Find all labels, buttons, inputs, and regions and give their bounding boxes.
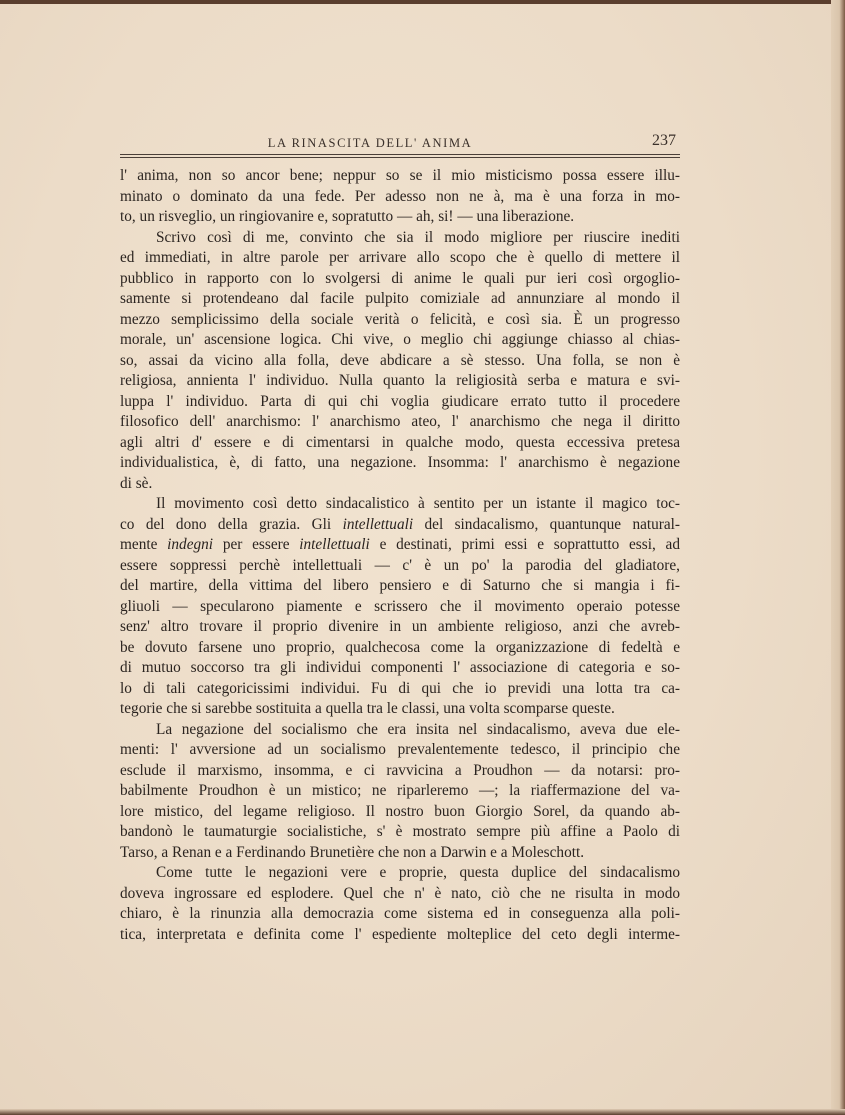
text-line: tica, interpretata e definita come l' espediente molteplice del ceto degli interme-: [120, 925, 680, 943]
text-segment: e destinati, primi essi e soprattutto essi, ad: [369, 536, 680, 553]
text-line: luppa l' individuo. Parta di qui chi voglia giudicare errato tutto il procedere: [120, 392, 680, 410]
text-line: [120, 699, 680, 720]
text-line: ed immediati, in altre parole per arrivare allo scopo che è quello di mettere il: [120, 249, 680, 266]
header-rule-bottom: [120, 157, 680, 158]
text-segment: tegorie che si sarebbe sostituita a quella tra le classi, una volta scomparse queste.: [120, 700, 615, 717]
text-line: Tarso, a Renan e a Ferdinando Brunetière che non a Darwin e a Moleschott.: [120, 843, 585, 861]
text-line: mezzo semplicissimo della sociale verità o felicità, e così sia. È un progresso: [120, 310, 680, 328]
text-line: l' anima, non so ancor bene; neppur so se il mio misticismo possa essere illu-: [120, 167, 680, 184]
text-line: religiosa, annienta l' individuo. Nulla quanto la religiosità serba e matura e svi-: [120, 372, 680, 389]
text-line: La negazione del socialismo che era insita nel sindacalismo, aveva due ele-: [156, 720, 680, 738]
text-line: lore mistico, del legame religioso. Il nostro buon Giorgio Sorel, da quando ab-: [120, 802, 680, 820]
text-line: [120, 617, 680, 638]
text-segment: Il movimento così detto sindacalistico à sentito per un istante il magico toc-: [156, 495, 680, 512]
text-line: Come tutte le negazioni vere e proprie, questa duplice del sindacalismo: [156, 864, 680, 881]
text-line: [120, 576, 680, 597]
running-title: LA RINASCITA DELL' ANIMA: [267, 136, 473, 150]
text-segment: di mutuo soccorso tra gli individui componenti l' associazione di categoria e so-: [120, 659, 680, 676]
text-segment: per essere: [213, 536, 300, 553]
text-segment: del sindacalismo, quantunque natural-: [413, 515, 680, 533]
text-line: agli altri d' essere e di cimentarsi in qualche modo, questa eccessiva pretesa: [120, 433, 680, 451]
text-line: [120, 494, 680, 515]
paragraph-negazione: [120, 720, 680, 946]
text-segment: senz' altro trovare il proprio divenire in un ambiente religioso, anzi che avreb-: [120, 618, 680, 635]
text-line: [120, 638, 680, 659]
page-bottom-edge: [0, 1109, 845, 1115]
page-right-edge: [831, 0, 845, 1115]
text-line: [120, 535, 680, 556]
text-line: to, un risveglio, un ringiovanire e, sopratutto — ah, si! — una liberazione.: [120, 208, 575, 225]
text-line: menti: l' avversione ad un socialismo prevalentemente tedesco, il principio che: [120, 741, 680, 758]
text-segment: essere soppressi perchè intellettuali — c' è un po' la parodia del gladiatore,: [120, 556, 680, 574]
text-line: doveva ingrossare ed esplodere. Quel che n' è nato, ciò che ne risulta in modo: [120, 884, 680, 902]
text-segment: be dovuto farsene uno proprio, qualchecosa come la organizzazione di fedeltà e: [120, 638, 680, 656]
text-line: individualistica, è, di fatto, una negazione. Insomma: l' anarchismo è negazione: [120, 454, 680, 471]
text-line: pubblico in rapporto con lo svolgersi di anime le quali pur ieri così orgoglio-: [120, 269, 680, 287]
text-line: babilmente Proudhon è un mistico; ne riparleremo —; la riaffermazione del va-: [120, 782, 680, 799]
text-line: filosofico dell' anarchismo: l' anarchismo ateo, l' anarchismo che nega il diritto: [120, 413, 680, 430]
italic-term: indegni: [167, 536, 214, 553]
text-line: samente si protendeano dal facile pulpito comiziale ad annunziare al mondo il: [120, 290, 680, 307]
text-line: chiaro, è la rinunzia alla democrazia come sistema ed in conseguenza alla poli-: [120, 905, 680, 922]
text-line: [120, 679, 680, 700]
italic-term: intellettuali: [299, 536, 370, 553]
text-line: [120, 556, 680, 577]
text-line: di sè.: [120, 474, 153, 492]
page-number: 237: [652, 132, 676, 149]
text-line: minato o dominato da una fede. Per adesso non ne à, ma è una forza in mo-: [120, 187, 680, 205]
text-line: Scrivo così di me, convinto che sia il modo migliore per riuscire inediti: [156, 228, 680, 246]
text-line: [120, 658, 680, 679]
body-text: [120, 166, 680, 945]
paragraph-sindacalismo: [120, 494, 680, 720]
italic-term: intellettuali: [342, 515, 414, 533]
paragraph-1-continued: [120, 166, 680, 494]
page-top-edge: [0, 0, 845, 4]
text-segment: gliuoli — specularono piamente e scrissero che il movimento operaio potesse: [120, 597, 680, 615]
text-segment: lo di tali categoricissimi individui. Fu di qui che io previdi una lotta tra ca-: [120, 679, 680, 697]
text-line: bandonò le taumaturgie socialistiche, s' è mostrato sempre più affine a Paolo di: [120, 823, 680, 840]
text-segment: del martire, della vittima del libero pensiero e di Saturno che si mangia i fi-: [120, 577, 680, 594]
header-rule-top: [120, 154, 680, 155]
text-line: morale, un' ascensione logica. Chi vive, o meglio chi aggiunge chiasso al chias-: [120, 331, 680, 348]
text-segment: co del dono della grazia. Gli: [120, 515, 343, 533]
text-line: [120, 597, 680, 618]
text-line: [120, 515, 680, 536]
text-line: esclude il marxismo, insomma, e ci ravvicina a Proudhon — da notarsi: pro-: [120, 761, 680, 779]
text-segment: mente: [120, 536, 168, 553]
running-head: [120, 132, 680, 154]
text-line: so, assai da vicino alla folla, deve abdicare a sè stesso. Una folla, se non è: [120, 351, 680, 369]
